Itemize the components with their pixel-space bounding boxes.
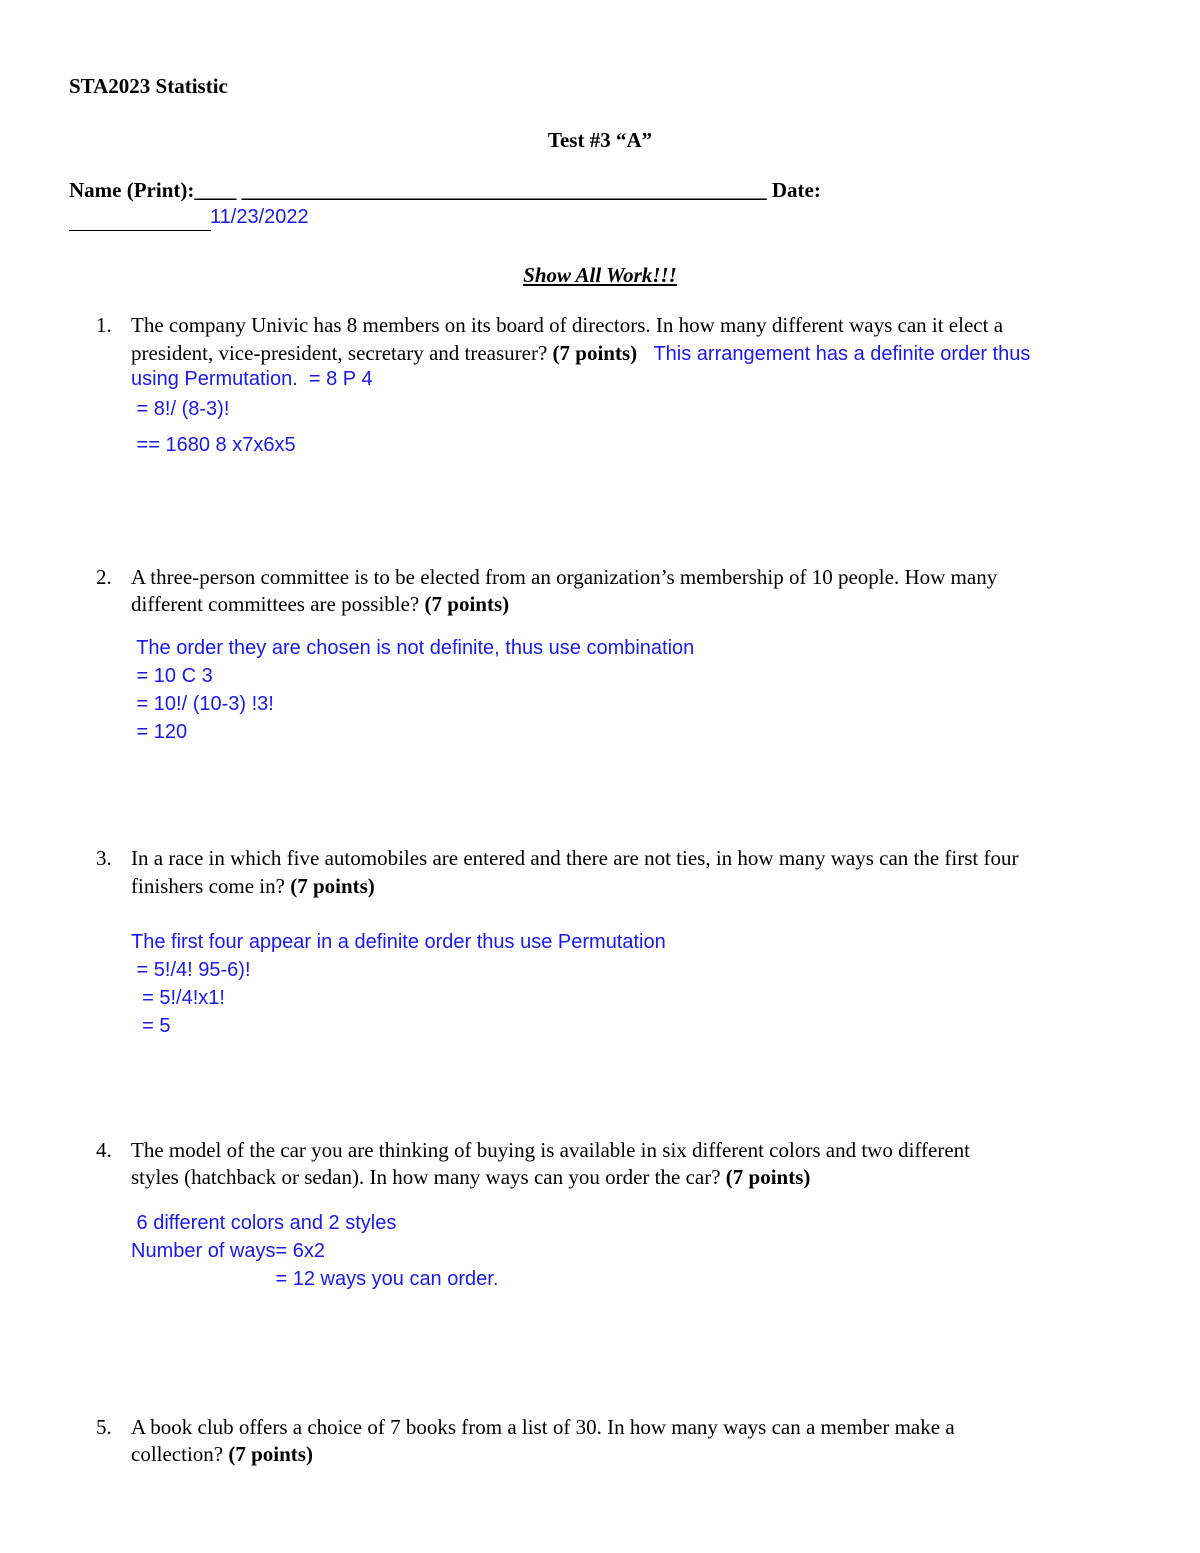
question-text: different committees are possible? (7 points)	[131, 592, 510, 616]
points-label: (7 points)	[725, 1165, 811, 1189]
answer-line: using Permutation. = 8 P 4	[131, 368, 373, 390]
answer-text: This arrangement has a definite order thus	[653, 343, 1031, 365]
answer-line: = 8!/ (8-3)!	[131, 398, 230, 420]
date-blank-line	[69, 230, 211, 231]
answer-line: = 5!/4!x1!	[131, 987, 225, 1009]
answer-line: = 10 C 3	[131, 665, 213, 687]
question-text: A three-person committee is to be elected from an organization’s membership of 10 people. How many	[131, 565, 998, 589]
question-number: 2.	[96, 565, 112, 589]
answer-line: = 10!/ (10-3) !3!	[131, 693, 274, 715]
question-text: president, vice-president, secretary and treasurer? (7 points) This arrangement has a definite order thus	[131, 341, 1031, 365]
answer-line: == 1680 8 x7x6x5	[131, 434, 296, 456]
answer-line: = 5	[131, 1015, 171, 1037]
question-number: 1.	[96, 313, 112, 337]
question-text: finishers come in? (7 points)	[131, 874, 375, 898]
name-label: Name (Print):	[69, 178, 195, 202]
question-text: The model of the car you are thinking of buying is available in six different colors and two different	[131, 1138, 970, 1162]
points-label: (7 points)	[228, 1442, 313, 1466]
question-text: A book club offers a choice of 7 books from a list of 30. In how many ways can a member make a	[131, 1415, 955, 1439]
question-text: In a race in which five automobiles are entered and there are not ties, in how many ways can the first four	[131, 846, 1019, 870]
answer-line: The order they are chosen is not definite, thus use combination	[131, 637, 695, 659]
answer-line: 6 different colors and 2 styles	[131, 1212, 397, 1234]
name-date-line	[69, 176, 821, 204]
name-blank: ____ __________________________________________________	[194, 178, 767, 202]
points-label: (7 points)	[424, 592, 510, 616]
test-title: Test #3 “A”	[547, 128, 653, 152]
question-number: 5.	[96, 1415, 112, 1439]
answer-line: Number of ways= 6x2	[131, 1240, 325, 1262]
answer-line: = 5!/4! 95-6)!	[131, 959, 251, 981]
instruction: Show All Work!!!	[523, 263, 677, 287]
answer-line: The first four appear in a definite order thus use Permutation	[131, 931, 666, 953]
question-number: 4.	[96, 1138, 112, 1162]
question-number: 3.	[96, 846, 112, 870]
date-value: 11/23/2022	[210, 206, 309, 228]
question-text: styles (hatchback or sedan). In how many ways can you order the car? (7 points)	[131, 1165, 811, 1189]
question-text: The company Univic has 8 members on its board of directors. In how many different ways can it elect a	[131, 313, 1004, 337]
points-label: (7 points)	[552, 341, 638, 365]
answer-line: = 120	[131, 721, 188, 743]
question-text: collection? (7 points)	[131, 1442, 313, 1466]
course-title: STA2023 Statistic	[69, 74, 228, 98]
date-label: Date:	[771, 178, 821, 202]
points-label: (7 points)	[290, 874, 375, 898]
answer-line: = 12 ways you can order.	[131, 1268, 499, 1290]
